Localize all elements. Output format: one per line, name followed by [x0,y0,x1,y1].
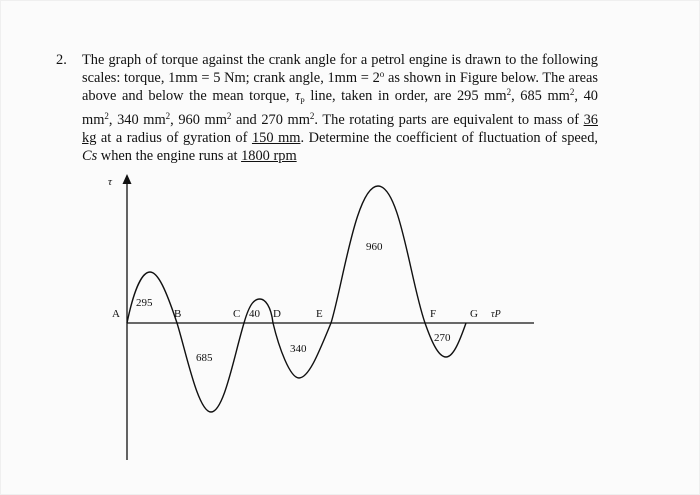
area-4-label: 340 [290,343,307,355]
point-g-label: G [470,308,478,320]
point-e-label: E [316,308,323,320]
radius-value: 150 mm [251,129,301,146]
text-3: line, taken in order, are 295 mm [304,88,507,104]
text-7: , 960 mm [170,111,227,128]
area-2-label: 685 [196,352,213,364]
speed-value: 1800 rpm [241,147,297,164]
sq-6: 2 [309,110,315,121]
sq-1: 2 [506,87,512,97]
sq-4: 2 [165,110,171,121]
text-10: at a radius of gyration of [96,129,252,146]
text-4: , 685 mm [511,88,570,104]
text-12: when the engine runs at [97,147,242,164]
text-9: . The rotating parts are equivalent to mass of [314,111,584,128]
text-8: and 270 mm [231,111,310,128]
question-number: 2. [56,52,67,68]
sq-2: 2 [569,87,575,97]
tau-subscript: P [300,96,305,106]
point-f-label: F [430,308,437,320]
point-d-label: D [273,308,281,320]
area-3-label: 40 [249,308,260,320]
area-1-label: 295 [136,297,153,309]
sq-5: 2 [226,110,232,121]
point-c-label: C [233,308,241,320]
point-b-label: B [174,308,182,320]
point-a-label: A [112,308,120,320]
text-5: , 40 mm [82,88,598,128]
torque-curve [127,186,466,412]
mean-torque-label: τP [491,309,501,320]
area-5-label: 960 [366,241,383,253]
text-6: , 340 mm [108,111,166,128]
axis-arrow-icon [123,174,132,184]
mass-value: 36 kg [82,111,598,146]
text-2: as shown in Figure below. The areas above and below the mean torque, [82,70,598,104]
text-11: . Determine the coefficient of fluctuation of speed, [300,129,598,146]
area-6-label: 270 [434,332,451,344]
degree-mark: o [379,69,385,79]
cs-symbol: Cs [82,147,98,164]
sq-3: 2 [104,110,109,121]
text-1: The graph of torque against the crank angle for a petrol engine is drawn to the following scales: torque, 1mm = 5 Nm; crank angle, 1mm = 2 [82,52,598,86]
tau-symbol: τ [295,88,301,104]
torque-axis-label: τ [108,176,112,188]
